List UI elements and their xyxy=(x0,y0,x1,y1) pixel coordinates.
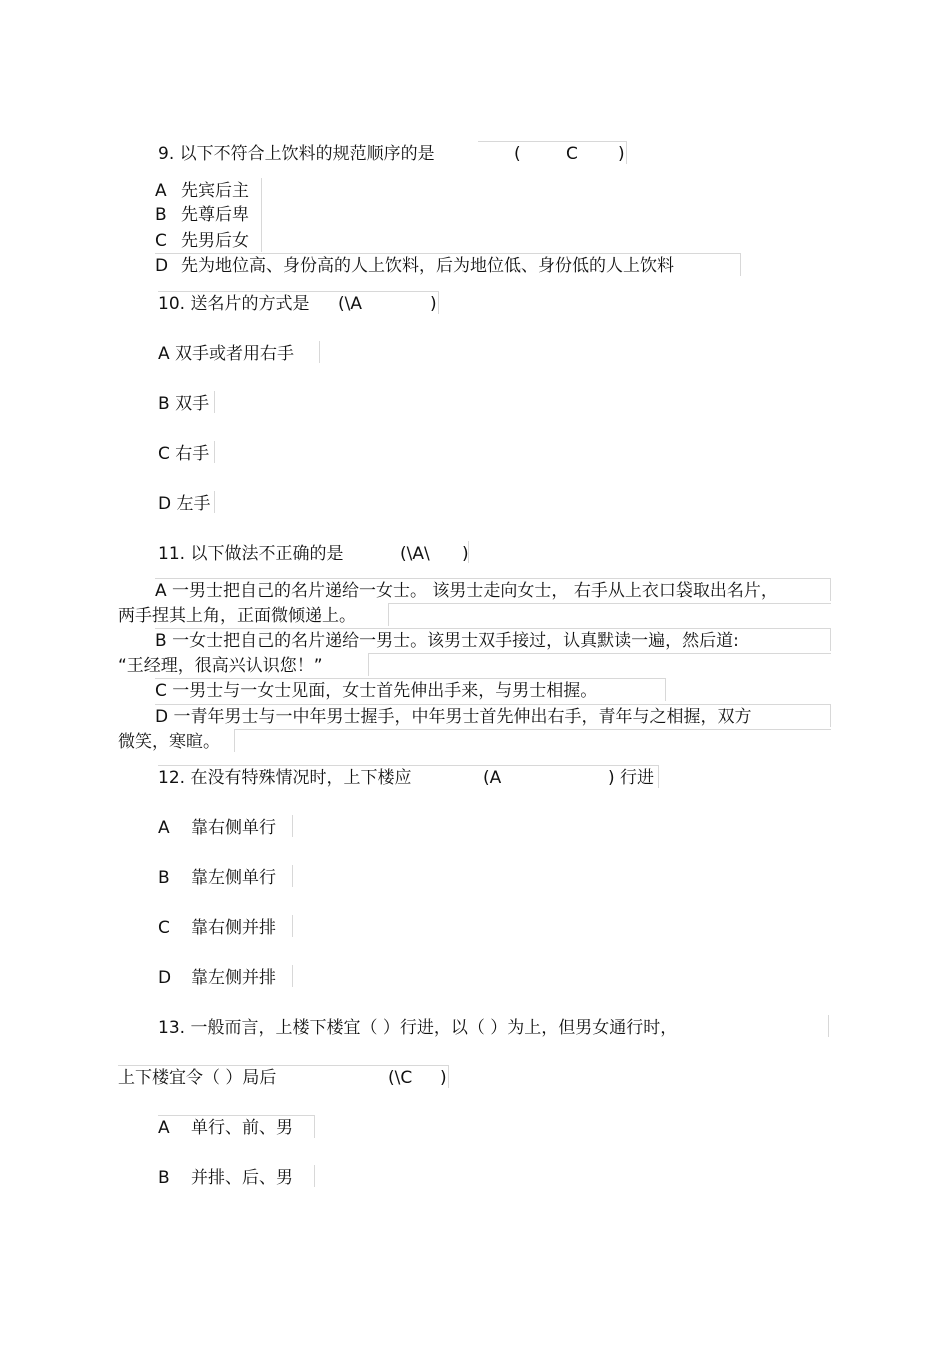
question-11-stem: 11. 以下做法不正确的是 xyxy=(158,544,344,564)
option-b: B 靠左侧单行 xyxy=(158,868,276,888)
answer-box xyxy=(478,141,627,164)
option-c-line-1: C 一男士与一女士见面，女士首先伸出手来，与男士相握。 xyxy=(155,681,598,701)
answer-letter: C xyxy=(566,144,578,164)
option-b: B 先尊后卑 xyxy=(155,205,249,225)
question-13-line-2: 上下楼宜令（ ）局后 xyxy=(118,1068,277,1088)
option-d: D 靠左侧并排 xyxy=(158,968,276,988)
option-d-line-1: D 一青年男士与一中年男士握手，中年男士首先伸出右手，青年与之相握，双方 xyxy=(155,707,752,727)
question-10-stem: 10. 送名片的方式是 xyxy=(158,294,310,314)
option-a: A 靠右侧单行 xyxy=(158,818,276,838)
question-9-stem xyxy=(158,143,435,165)
option-c: C 右手 xyxy=(158,444,210,464)
option-c: C 先男后女 xyxy=(155,231,249,251)
option-a: A 先宾后主 xyxy=(155,181,249,201)
answer-letter: (\C xyxy=(388,1068,413,1088)
option-d: D 先为地位高、身份高的人上饮料，后为地位低、身份低的人上饮料 xyxy=(155,256,674,276)
answer-tail: ) 行进 xyxy=(608,768,655,788)
answer-close-paren: ) xyxy=(440,1068,447,1088)
answer-close-paren: ) xyxy=(430,294,437,314)
option-box xyxy=(368,653,831,676)
answer-open-paren: ( xyxy=(514,144,521,164)
option-b-line-2: “王经理，很高兴认识您！” xyxy=(118,656,323,676)
answer-letter: (\A xyxy=(338,294,362,314)
option-a: A 单行、前、男 xyxy=(158,1118,293,1138)
option-b: B 并排、后、男 xyxy=(158,1168,293,1188)
option-a-line-2: 两手捏其上角，正面微倾递上。 xyxy=(118,606,356,626)
option-d-line-2: 微笑，寒暄。 xyxy=(118,732,220,752)
question-12-stem: 12. 在没有特殊情况时，上下楼应 xyxy=(158,768,412,788)
answer-close-paren: ) xyxy=(618,144,625,164)
answer-close-paren: ) xyxy=(462,544,469,564)
question-stem-text: 9. 以下不符合上饮料的规范顺序的是 xyxy=(158,144,435,164)
option-c: C 靠右侧并排 xyxy=(158,918,276,938)
option-box xyxy=(234,729,831,752)
option-d: D 左手 xyxy=(158,494,211,514)
option-box xyxy=(388,603,831,626)
question-13-line-1: 13. 一般而言，上楼下楼宜（ ）行进，以（ ）为上，但男女通行时， xyxy=(158,1018,678,1038)
answer-letter: (\A\ xyxy=(400,544,430,564)
option-b: B 双手 xyxy=(158,394,210,414)
answer-letter: (A xyxy=(483,768,502,788)
option-b-line-1: B 一女士把自己的名片递给一男士。该男士双手接过，认真默读一遍，然后道: xyxy=(155,631,739,651)
option-a: A 双手或者用右手 xyxy=(158,344,295,364)
option-a-line-1: A 一男士把自己的名片递给一女士。 该男士走向女士， 右手从上衣口袋取出名片， xyxy=(155,581,778,601)
